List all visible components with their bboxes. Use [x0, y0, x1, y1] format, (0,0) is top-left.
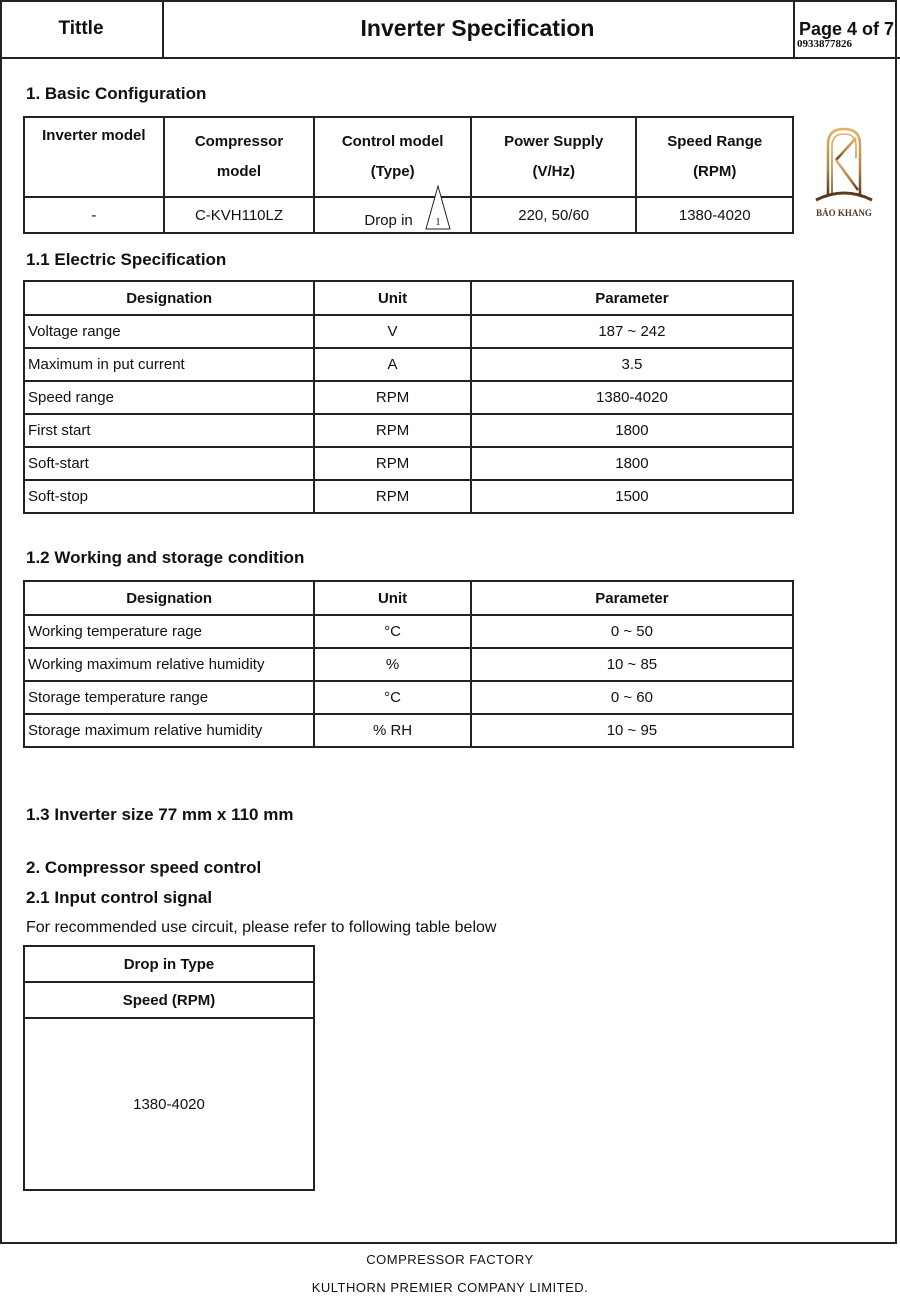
col-unit: Unit	[314, 281, 471, 315]
section-size-heading: 1.3 Inverter size 77 mm x 110 mm	[26, 805, 294, 824]
col-parameter: Parameter	[471, 581, 793, 615]
col-designation: Designation	[24, 581, 314, 615]
table-header-row	[24, 117, 793, 197]
cell-parameter: 1800	[471, 414, 793, 447]
table-header-row	[24, 946, 314, 982]
drop-in-type-title: Drop in Type	[24, 946, 314, 982]
footer-line-1: COMPRESSOR FACTORY	[366, 1252, 534, 1267]
cell-unit: RPM	[314, 381, 471, 414]
table-row	[24, 615, 793, 648]
col-parameter: Parameter	[471, 281, 793, 315]
table-row	[24, 447, 793, 480]
cell-unit: °C	[314, 615, 471, 648]
drop-in-type-table	[23, 945, 315, 1191]
section-conditions-heading: 1.2 Working and storage condition	[26, 548, 305, 567]
cell-unit: %	[314, 648, 471, 681]
cell-designation: Storage temperature range	[24, 681, 314, 714]
electric-spec-table	[23, 280, 794, 514]
cell-unit: RPM	[314, 414, 471, 447]
section-electric-heading: 1.1 Electric Specification	[26, 250, 227, 269]
col-label: model	[216, 163, 262, 180]
cell-designation: Soft-stop	[24, 480, 314, 513]
cell-parameter: 10 ~ 85	[471, 648, 793, 681]
col-label: (RPM)	[693, 163, 737, 180]
page-number: Page 4 of 7	[799, 19, 895, 39]
cell-unit: °C	[314, 681, 471, 714]
basic-config-table	[23, 116, 794, 234]
cell-designation: Voltage range	[24, 315, 314, 348]
col-unit: Unit	[314, 581, 471, 615]
cell-parameter: 0 ~ 60	[471, 681, 793, 714]
table-row	[24, 414, 793, 447]
cell-speed-range: 1380-4020	[636, 197, 793, 233]
cell-parameter: 1800	[471, 447, 793, 480]
cell-unit: RPM	[314, 447, 471, 480]
cell-parameter: 10 ~ 95	[471, 714, 793, 747]
conditions-table	[23, 580, 794, 748]
cell-power-supply: 220, 50/60	[471, 197, 637, 233]
document-header	[0, 0, 900, 59]
cell-designation: Storage maximum relative humidity	[24, 714, 314, 747]
cell-parameter: 3.5	[471, 348, 793, 381]
table-row	[24, 1018, 314, 1190]
note-marker: 1	[435, 216, 441, 228]
table-row	[24, 648, 793, 681]
cell-parameter: 0 ~ 50	[471, 615, 793, 648]
table-row	[24, 197, 793, 233]
cell-unit: V	[314, 315, 471, 348]
cell-speed-value: 1380-4020	[24, 1018, 314, 1190]
note-triangle-icon	[425, 199, 451, 231]
bao-khang-logo	[806, 124, 886, 224]
table-header-row	[24, 281, 793, 315]
section-basic-heading: 1. Basic Configuration	[26, 84, 207, 103]
table-header-row	[24, 581, 793, 615]
table-row	[24, 480, 793, 513]
header-label: Tittle	[0, 0, 164, 57]
col-compressor-model	[164, 117, 315, 197]
table-row	[24, 381, 793, 414]
cell-inverter-model: -	[24, 197, 164, 233]
col-power-supply	[471, 117, 637, 197]
col-label: Power Supply	[504, 133, 604, 150]
phone-number: 0933877826	[797, 38, 852, 50]
cell-parameter: 1380-4020	[471, 381, 793, 414]
col-inverter-model	[24, 117, 164, 197]
col-label: (V/Hz)	[532, 163, 575, 180]
section-input-signal-heading: 2.1 Input control signal	[26, 888, 213, 907]
col-label: Inverter model	[42, 127, 146, 144]
cell-control-model	[314, 197, 471, 233]
cell-designation: Maximum in put current	[24, 348, 314, 381]
cell-unit: A	[314, 348, 471, 381]
table-row	[24, 315, 793, 348]
control-model-value: Drop in	[364, 212, 413, 229]
cell-designation: Soft-start	[24, 447, 314, 480]
section-note: For recommended use circuit, please refer to following table below	[26, 919, 497, 936]
table-row	[24, 681, 793, 714]
cell-unit: RPM	[314, 480, 471, 513]
logo-text: BẢO KHANG	[816, 208, 872, 218]
cell-designation: First start	[24, 414, 314, 447]
col-speed: Speed (RPM)	[24, 982, 314, 1018]
cell-designation: Working maximum relative humidity	[24, 648, 314, 681]
col-designation: Designation	[24, 281, 314, 315]
col-speed-range	[636, 117, 793, 197]
table-header-row	[24, 982, 314, 1018]
header-page-cell	[793, 0, 897, 57]
cell-parameter: 187 ~ 242	[471, 315, 793, 348]
section-speed-control-heading: 2. Compressor speed control	[26, 858, 262, 877]
document-title: Inverter Specification	[162, 0, 795, 57]
cell-unit: % RH	[314, 714, 471, 747]
col-label: (Type)	[370, 163, 415, 180]
col-label: Compressor	[194, 133, 284, 150]
col-label: Control model	[341, 133, 444, 150]
footer-line-2: KULTHORN PREMIER COMPANY LIMITED.	[311, 1280, 589, 1295]
cell-designation: Working temperature rage	[24, 615, 314, 648]
cell-compressor-model: C-KVH110LZ	[164, 197, 315, 233]
cell-designation: Speed range	[24, 381, 314, 414]
table-row	[24, 348, 793, 381]
col-label: Speed Range	[667, 133, 763, 150]
table-row	[24, 714, 793, 747]
cell-parameter: 1500	[471, 480, 793, 513]
